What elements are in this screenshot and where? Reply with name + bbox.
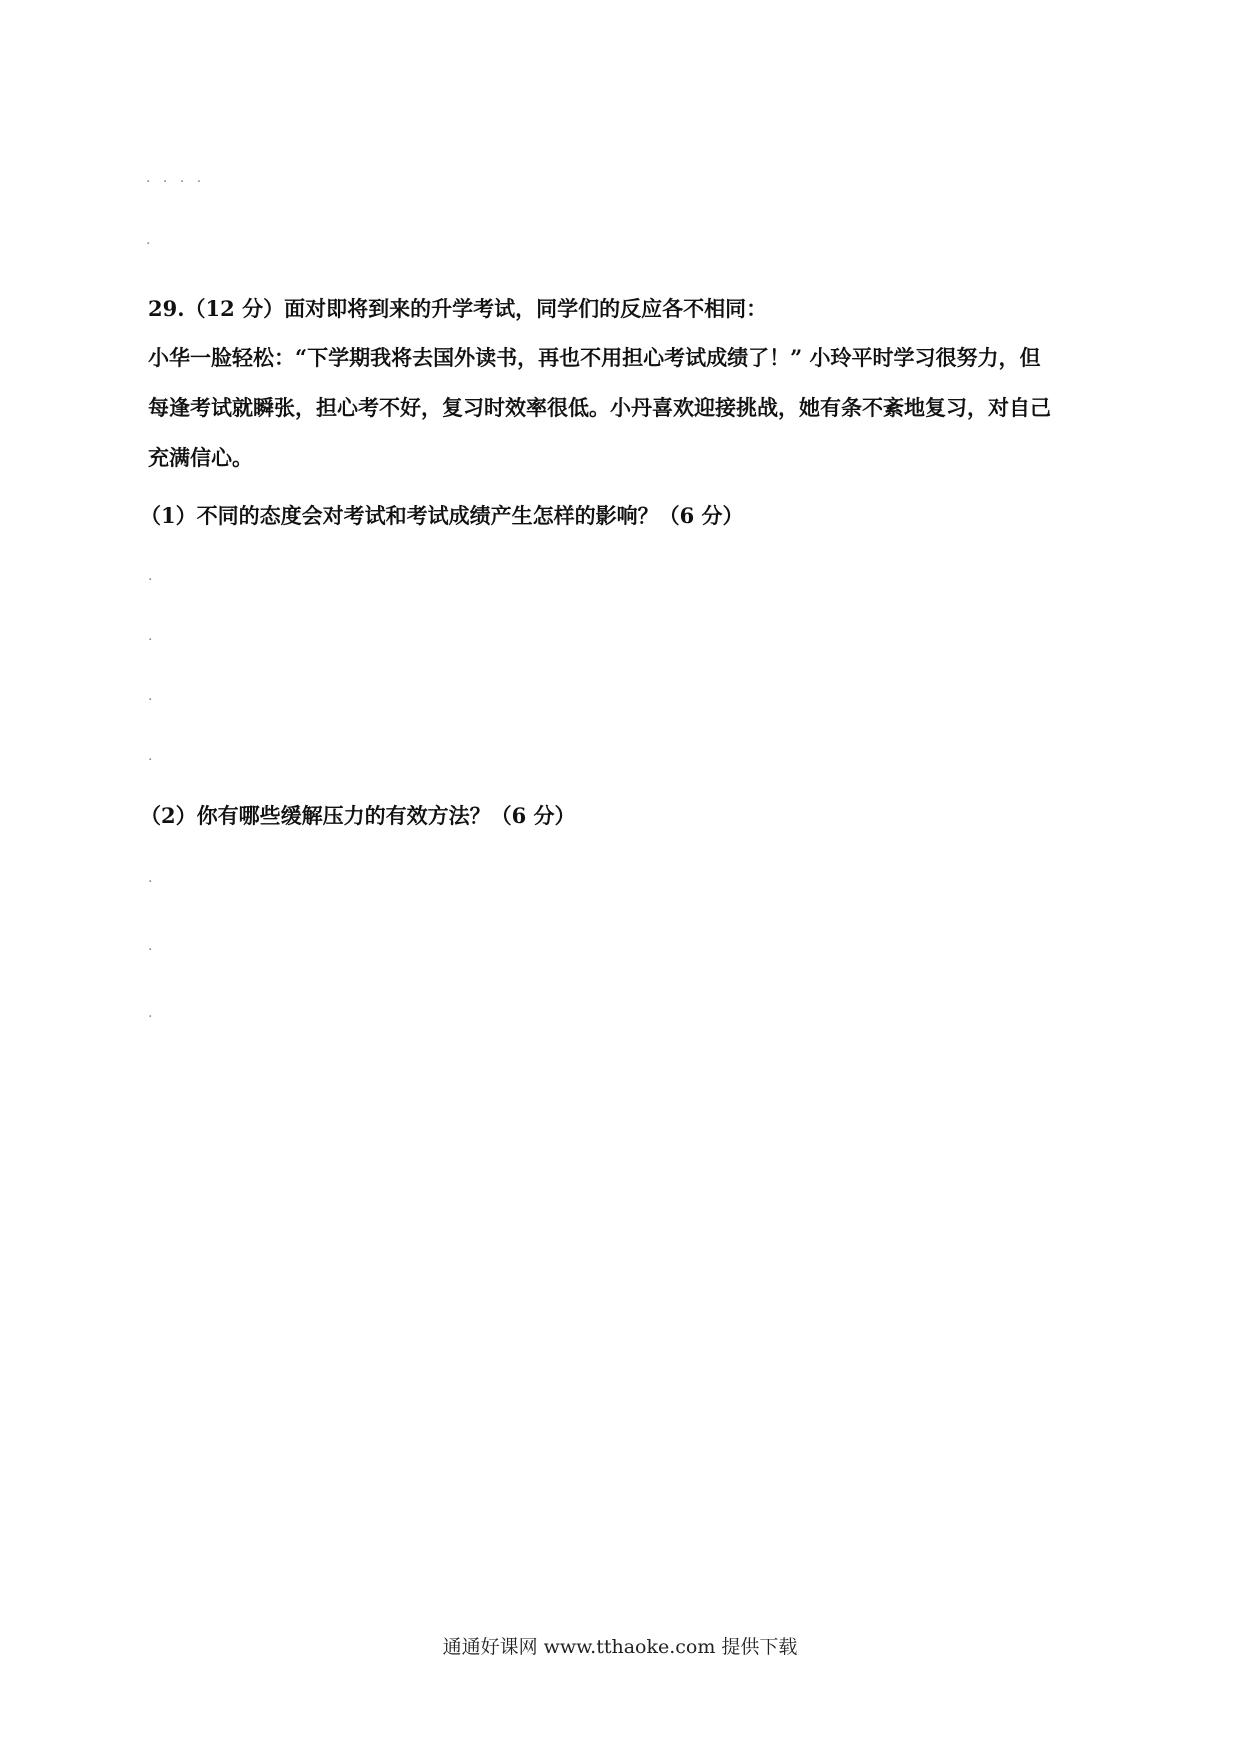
- answer-line-mark: .: [148, 688, 153, 704]
- question-paragraph-line-1: 小华一脸轻松：“下学期我将去国外读书，再也不用担心考试成绩了！” 小玲平时学习很努力，但: [148, 345, 1041, 370]
- subquestion-1: （1）不同的态度会对考试和考试成绩产生怎样的影响？（6 分）: [140, 503, 744, 528]
- subquestion-2: （2）你有哪些缓解压力的有效方法？（6 分）: [140, 803, 576, 828]
- question-paragraph-line-2: 每逢考试就瞬张，担心考不好，复习时效率很低。小丹喜欢迎接挑战，她有条不紊地复习，对自己: [148, 395, 1051, 420]
- answer-line-mark: .: [148, 748, 153, 764]
- top-dots: . . . .: [146, 170, 206, 186]
- footer-source-note: 通通好课网 www.tthaoke.com 提供下载: [442, 1636, 798, 1658]
- top-dot: .: [146, 232, 155, 248]
- answer-line-mark: .: [148, 870, 153, 886]
- answer-line-mark: .: [148, 938, 153, 954]
- answer-line-mark: .: [148, 568, 153, 584]
- question-number-line: 29.（12 分）面对即将到来的升学考试，同学们的反应各不相同：: [148, 296, 768, 321]
- answer-line-mark: .: [148, 1005, 153, 1021]
- question-paragraph-line-3: 充满信心。: [148, 445, 253, 470]
- answer-line-mark: .: [148, 628, 153, 644]
